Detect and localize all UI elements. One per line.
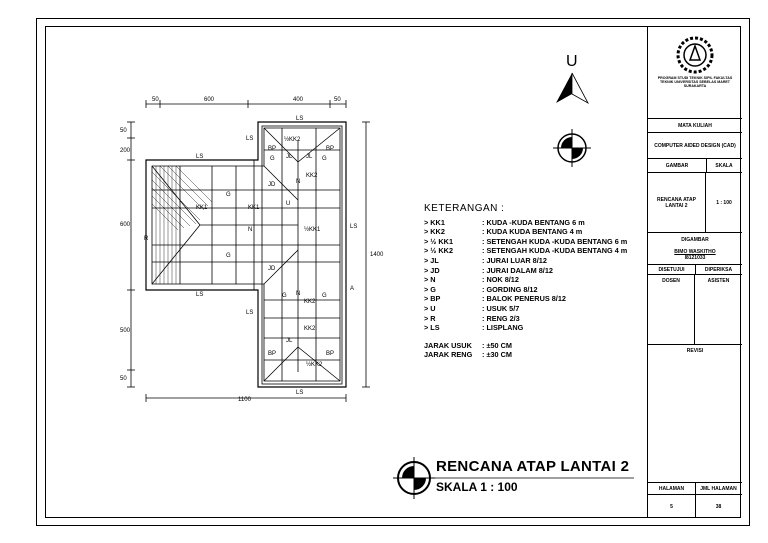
university-logo-icon — [676, 36, 714, 74]
plan-label: KK2 — [306, 173, 318, 179]
plan-label: KK2 — [304, 299, 316, 305]
plan-label: G — [322, 156, 327, 162]
drawing-scale: SKALA 1 : 100 — [436, 480, 518, 494]
spacing-item — [424, 341, 627, 351]
legend-code: > JD — [424, 265, 440, 275]
plan-label: LS — [296, 116, 304, 122]
plan-label: G — [282, 293, 287, 299]
legend-desc: : KUDA KUDA BENTANG 4 m — [482, 227, 583, 237]
legend-desc: : USUK 5/7 — [482, 303, 520, 313]
legend-desc: : LISPLANG — [482, 323, 524, 333]
plan-label: BP — [326, 146, 335, 152]
lecturer-label: DOSEN — [648, 275, 695, 344]
scale-value: 1 : 100 — [716, 199, 732, 206]
plan-label: LS — [196, 292, 204, 298]
plan-label: N — [296, 179, 301, 185]
legend-item — [424, 218, 627, 228]
plan-label: LS — [246, 136, 254, 142]
plan-label: ½KK2 — [306, 362, 323, 368]
legend-desc: : JURAI LUAR 8/12 — [482, 255, 547, 265]
course-label: MATA KULIAH — [648, 118, 742, 132]
legend-code: > N — [424, 275, 436, 285]
scale-label: SKALA — [715, 162, 733, 169]
spacing-item — [424, 350, 627, 360]
legend-item — [424, 246, 627, 256]
legend-item — [424, 294, 627, 304]
legend-code: > KK1 — [424, 217, 445, 227]
plan-label: BP — [268, 351, 277, 357]
plan-label: JD — [268, 182, 276, 188]
legend-desc: : SETENGAH KUDA -KUDA BENTANG 4 m — [482, 246, 628, 256]
legend-desc: : GORDING 8/12 — [482, 284, 538, 294]
drawing-scale-header — [648, 158, 742, 172]
plan-label: ½KK1 — [304, 227, 321, 233]
legend-code: > U — [424, 303, 436, 313]
drawing-title: RENCANA ATAP LANTAI 2 — [436, 458, 630, 475]
page-count: 38 — [715, 503, 722, 510]
plan-label: BP — [268, 146, 277, 152]
plan-label: JL — [306, 154, 313, 160]
pages-label: JML HALAMAN — [700, 485, 737, 492]
plan-label: KK1 — [248, 205, 260, 211]
plan-label: U — [286, 201, 291, 207]
assistant-label: ASISTEN — [707, 278, 730, 284]
revision-label: REVISI — [648, 344, 742, 356]
legend-code: > LS — [424, 323, 440, 333]
legend-item — [424, 314, 627, 324]
plan-label: LS — [246, 310, 254, 316]
institution-box — [648, 26, 742, 98]
approval-body — [648, 274, 742, 344]
legend-item — [424, 275, 627, 285]
north-arrow-icon — [556, 53, 588, 103]
legend-desc: : KUDA -KUDA BENTANG 6 m — [482, 217, 585, 227]
plan-label: JL — [286, 338, 293, 344]
legend-code: > ½ KK2 — [424, 246, 453, 256]
drawn-label: DIGAMBAR — [648, 232, 742, 246]
page-number: 5 — [648, 495, 696, 518]
plan-label: LS — [296, 390, 304, 396]
drawing-label: GAMBAR — [648, 159, 707, 172]
dim-top-2: 600 — [204, 97, 215, 103]
spacing-desc: : ±30 CM — [482, 350, 512, 360]
checked-label: DIPERIKSA — [704, 266, 733, 273]
approval-header — [648, 264, 742, 274]
legend-item — [424, 227, 627, 237]
legend-desc: : BALOK PENERUS 8/12 — [482, 294, 566, 304]
dim-left-1: 50 — [120, 128, 127, 134]
plan-label: ½KK2 — [284, 137, 301, 143]
legend-item — [424, 256, 627, 266]
drawing-scale-values — [648, 172, 742, 232]
title-symbol-icon — [393, 457, 435, 499]
legend-item — [424, 266, 627, 276]
drawn-name: BIMO WASKITHO — [674, 249, 716, 255]
course-name: COMPUTER AIDED DESIGN (CAD) — [648, 132, 742, 158]
page-values — [648, 494, 742, 518]
legend — [424, 204, 627, 360]
legend-heading: KETERANGAN : — [424, 203, 505, 214]
legend-code: > G — [424, 284, 436, 294]
legend-desc: : RENG 2/3 — [482, 313, 520, 323]
legend-item — [424, 237, 627, 247]
plan-label: LS — [196, 154, 204, 160]
legend-code: > KK2 — [424, 227, 445, 237]
plan-label: G — [322, 293, 327, 299]
drawing-name: RENCANA ATAP LANTAI 2 — [648, 173, 706, 232]
page-label: HALAMAN — [648, 483, 696, 494]
plan-label: JL — [286, 154, 293, 160]
legend-desc: : JURAI DALAM 8/12 — [482, 265, 553, 275]
plan-label: R — [144, 236, 149, 242]
spacing-code: JARAK USUK — [424, 340, 472, 350]
legend-item — [424, 304, 627, 314]
institution-name: PROGRAM STUDI TEKNIK SIPIL FAKULTAS TEKNIK UNIVERSITAS SEBELAS MARET SURAKARTA — [657, 76, 733, 88]
dim-top-4: 50 — [334, 97, 341, 103]
plan-label: G — [226, 253, 231, 259]
dim-left-2: 200 — [120, 148, 131, 154]
plan-label: N — [248, 227, 253, 233]
legend-item — [424, 323, 627, 333]
legend-code: > JL — [424, 255, 439, 265]
dim-right: 1400 — [370, 252, 384, 258]
spacing-desc: : ±50 CM — [482, 340, 512, 350]
spacing-code: JARAK RENG — [424, 350, 473, 360]
plan-label: KK2 — [304, 326, 316, 332]
legend-desc: : SETENGAH KUDA -KUDA BENTANG 6 m — [482, 236, 628, 246]
legend-desc: : NOK 8/12 — [482, 275, 519, 285]
legend-code: > R — [424, 313, 436, 323]
dim-left-4: 500 — [120, 328, 131, 334]
legend-code: > ½ KK1 — [424, 236, 453, 246]
legend-code: > BP — [424, 294, 441, 304]
page-header — [648, 482, 742, 494]
dim-bottom: 1100 — [238, 397, 251, 403]
dim-left-5: 50 — [120, 376, 127, 382]
title-block — [647, 26, 741, 518]
dim-left-3: 600 — [120, 222, 131, 228]
plan-label: KK1 — [196, 205, 208, 211]
plan-label: A — [350, 286, 355, 292]
north-letter: U — [566, 53, 578, 70]
plan-label: JD — [268, 266, 276, 272]
dim-top-3: 400 — [293, 97, 304, 103]
approved-label: DISETUJUI — [648, 265, 696, 274]
drawn-by — [648, 246, 742, 264]
legend-item — [424, 285, 627, 295]
plan-label: BP — [326, 351, 335, 357]
section-symbol-icon — [553, 129, 591, 167]
dim-top-1: 50 — [152, 97, 159, 103]
plan-label: LS — [350, 224, 358, 230]
plan-label: G — [226, 192, 231, 198]
plan-label: N — [296, 291, 301, 297]
drawn-id: I8121033 — [684, 255, 706, 261]
plan-label: G — [270, 156, 275, 162]
